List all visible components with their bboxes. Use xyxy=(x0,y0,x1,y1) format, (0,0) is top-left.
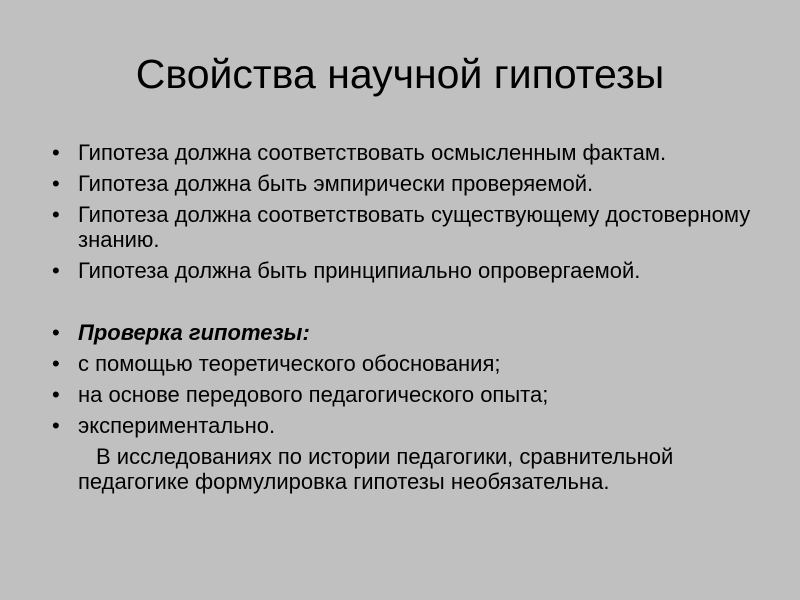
list-item-text: Гипотеза должна быть принципиально опровергаемой. xyxy=(78,258,641,283)
list-spacer xyxy=(42,289,762,314)
list-item xyxy=(42,382,762,407)
list-item xyxy=(42,413,762,438)
list-item-heading xyxy=(42,320,762,345)
list-item-text: Гипотеза должна быть эмпирически проверяемой. xyxy=(78,171,594,196)
list-item xyxy=(42,202,762,252)
list-item xyxy=(42,171,762,196)
list-item-text: экспериментально. xyxy=(78,413,276,438)
bullet-list xyxy=(42,140,762,500)
list-item xyxy=(42,351,762,376)
list-item xyxy=(42,140,762,165)
note-paragraph xyxy=(42,444,762,494)
slide-title: Свойства научной гипотезы xyxy=(135,51,665,97)
list-item-text: на основе передового педагогического опыта; xyxy=(78,382,549,407)
bullet-icon: • xyxy=(52,258,60,283)
bullet-icon: • xyxy=(52,140,60,165)
list-item-text: с помощью теоретического обоснования; xyxy=(78,351,501,376)
bullet-icon: • xyxy=(52,320,60,345)
list-item xyxy=(42,258,762,283)
list-item-text: Гипотеза должна соответствовать осмысленным фактам. xyxy=(78,140,667,165)
list-item-text: Проверка гипотезы: xyxy=(78,320,310,345)
note-text: В исследованиях по истории педагогики, сравнительной педагогике формулировка гипотезы необязательна. xyxy=(78,444,674,494)
bullet-icon: • xyxy=(52,171,60,196)
bullet-icon: • xyxy=(52,382,60,407)
bullet-icon: • xyxy=(52,413,60,438)
bullet-icon: • xyxy=(52,351,60,376)
bullet-icon: • xyxy=(52,202,60,227)
list-item-text: Гипотеза должна соответствовать существующему достоверному знанию. xyxy=(78,202,751,252)
